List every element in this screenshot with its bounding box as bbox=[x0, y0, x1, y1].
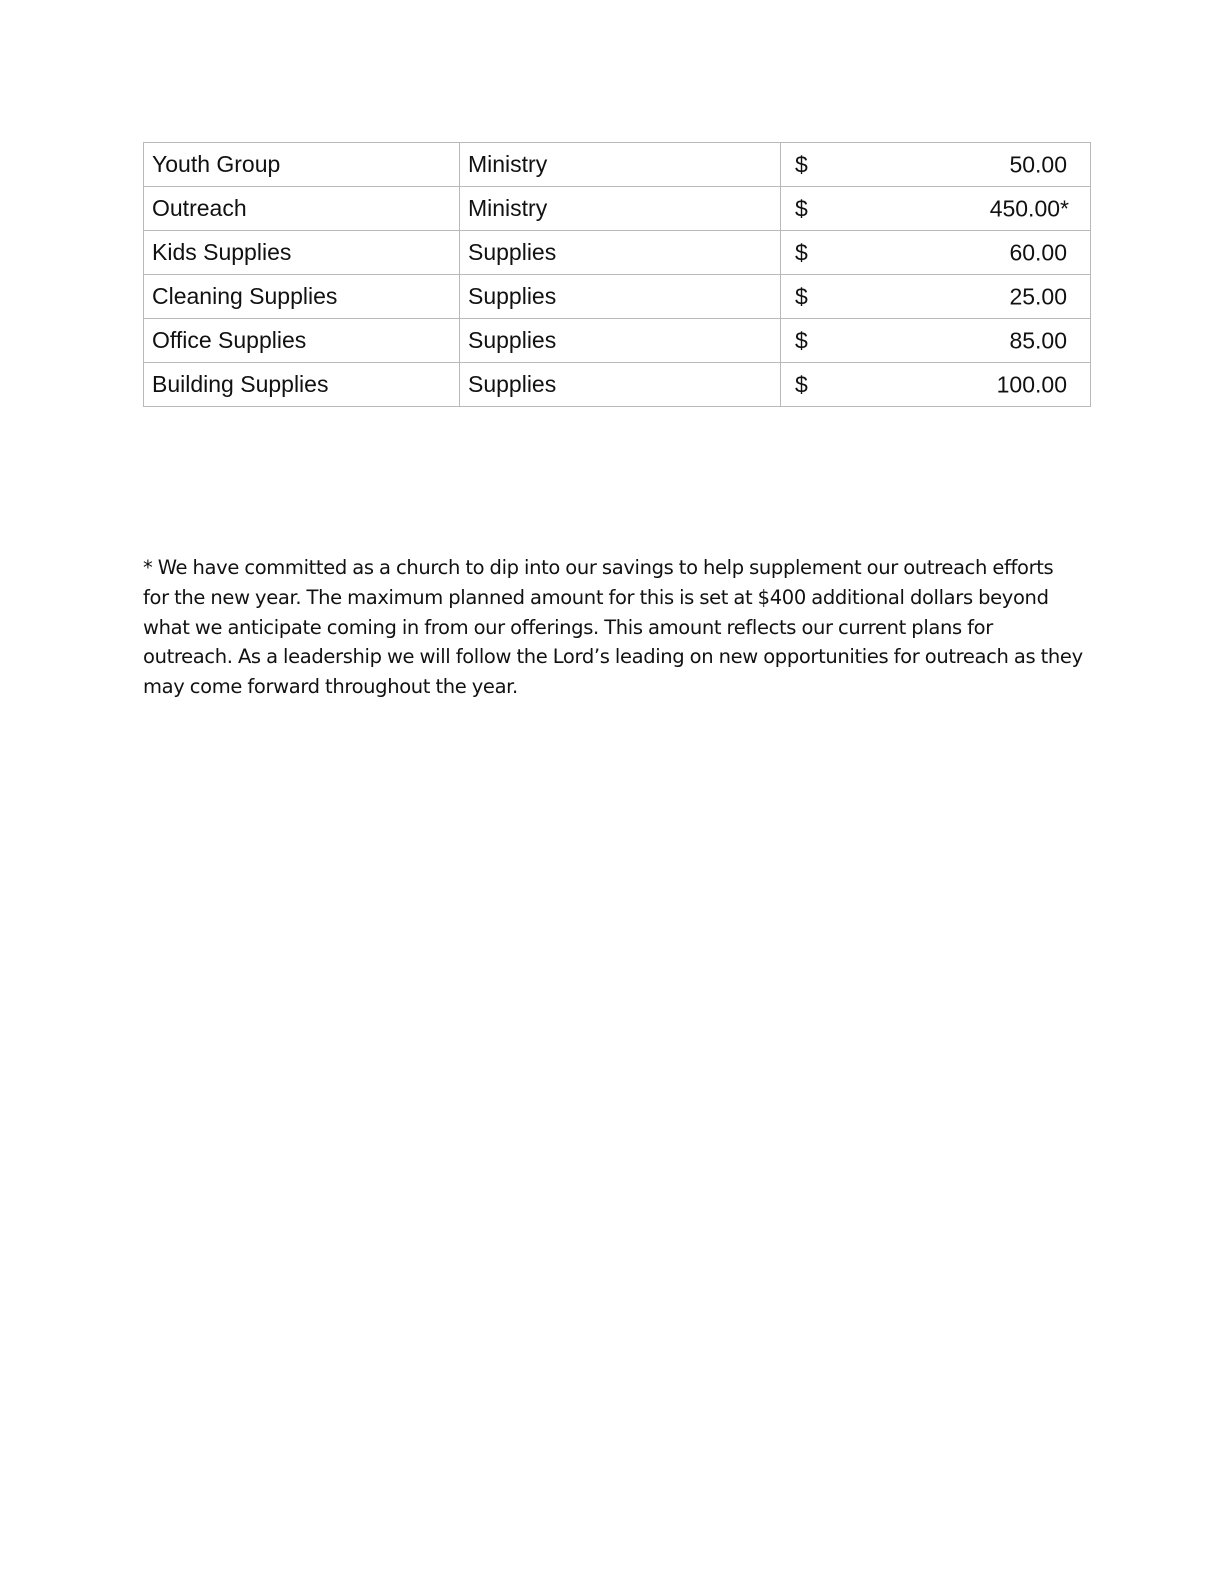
amount-value: 60.00 bbox=[1009, 239, 1067, 265]
currency-symbol: $ bbox=[795, 195, 808, 221]
table-row bbox=[144, 143, 1091, 187]
budget-table bbox=[143, 142, 1091, 407]
table-row bbox=[144, 275, 1091, 319]
category-cell: Supplies bbox=[460, 231, 781, 275]
currency-symbol: $ bbox=[795, 151, 808, 177]
category-cell: Supplies bbox=[460, 275, 781, 319]
amount-cell bbox=[781, 319, 1091, 363]
amount-value: 50.00 bbox=[1009, 151, 1067, 177]
outreach-footnote: * We have committed as a church to dip into our savings to help supplement our outreach efforts for the new year. The maximum planned amount for this is set at $400 additional dollars beyond what we anticipate coming in from our offerings. This amount reflects our current plans for outreach. As a leadership we will follow the Lord’s leading on new opportunities for outreach as they may come forward throughout the year. bbox=[143, 556, 1083, 699]
item-cell: Outreach bbox=[144, 187, 460, 231]
item-cell: Kids Supplies bbox=[144, 231, 460, 275]
currency-symbol: $ bbox=[795, 283, 808, 309]
amount-value: 100.00 bbox=[996, 371, 1067, 397]
amount-cell bbox=[781, 143, 1091, 187]
amount-cell bbox=[781, 187, 1091, 231]
category-cell: Supplies bbox=[460, 363, 781, 407]
currency-symbol: $ bbox=[795, 239, 808, 265]
item-cell: Office Supplies bbox=[144, 319, 460, 363]
item-cell: Youth Group bbox=[144, 143, 460, 187]
amount-cell bbox=[781, 363, 1091, 407]
currency-symbol: $ bbox=[795, 371, 808, 397]
amount-cell bbox=[781, 231, 1091, 275]
currency-symbol: $ bbox=[795, 327, 808, 353]
amount-value: 85.00 bbox=[1009, 327, 1067, 353]
item-cell: Building Supplies bbox=[144, 363, 460, 407]
table-row bbox=[144, 319, 1091, 363]
table-row bbox=[144, 231, 1091, 275]
category-cell: Ministry bbox=[460, 187, 781, 231]
table-row bbox=[144, 363, 1091, 407]
category-cell: Supplies bbox=[460, 319, 781, 363]
category-cell: Ministry bbox=[460, 143, 781, 187]
table-row bbox=[144, 187, 1091, 231]
amount-value: 450.00* bbox=[989, 195, 1069, 221]
item-cell: Cleaning Supplies bbox=[144, 275, 460, 319]
amount-value: 25.00 bbox=[1009, 283, 1067, 309]
amount-cell bbox=[781, 275, 1091, 319]
